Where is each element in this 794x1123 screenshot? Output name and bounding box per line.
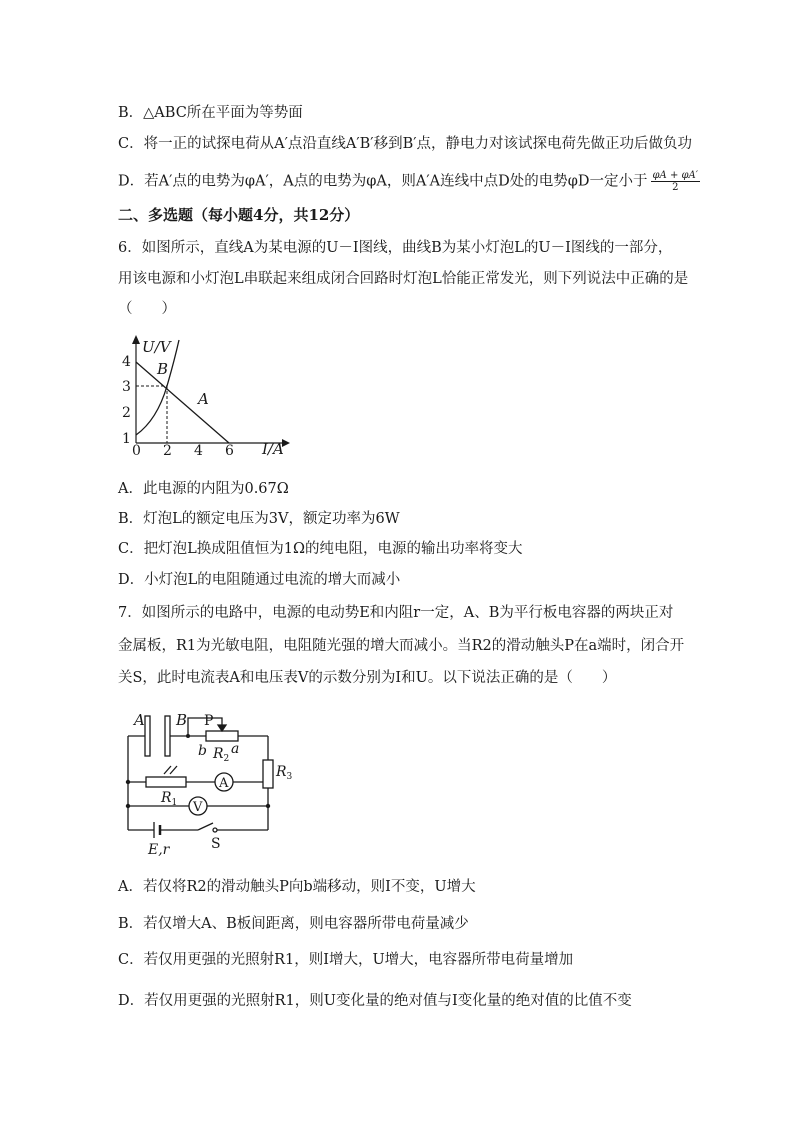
y-tick-4: 4: [122, 354, 131, 370]
x-tick-2: 2: [163, 443, 172, 459]
light-arrow-2: [170, 766, 177, 774]
r3-label: $R_3$: [276, 764, 293, 782]
q7-option-b: B．若仅增大A、B板间距离，则电容器所带电荷量减少: [118, 916, 469, 932]
y-axis-label: U/V: [142, 338, 171, 356]
voltmeter-label: V: [193, 800, 203, 815]
fraction-numerator: φA + φA′: [652, 170, 699, 181]
q5-option-d-text: D．若A′点的电势为φA′，A点的电势为φA，则A′A连线中点D处的电势φD一定小于: [118, 173, 648, 190]
q6-stem-line-2: 用该电源和小灯泡L串联起来组成闭合回路时灯泡L恰能正常发光，则下列说法中正确的是: [118, 271, 689, 287]
q5-option-c: C．将一正的试探电荷从A′点沿直线A′B′移到B′点，静电力对该试探电荷先做正功后做负功: [118, 136, 693, 152]
q7-option-a: A．若仅将R2的滑动触头P向b端移动，则I不变，U增大: [118, 879, 476, 895]
y-axis-arrow: [132, 335, 140, 344]
photoresistor-r1: [146, 777, 186, 787]
source-label: E,r: [148, 842, 170, 858]
r1-label: $R_1$: [161, 790, 178, 808]
line-a-label: A: [198, 390, 209, 408]
light-arrow-1: [164, 766, 171, 774]
q6-stem-line-3: （ ）: [118, 301, 176, 317]
x-tick-4: 4: [194, 443, 203, 459]
r2-label: $R_2$: [213, 746, 230, 764]
section-heading: 二、多选题（每小题4分，共12分）: [118, 206, 360, 224]
plate-a-label: A: [134, 711, 145, 729]
y-tick-3: 3: [122, 379, 131, 395]
q7-stem-line-3: 关S，此时电流表A和电压表V的示数分别为I和U。以下说法正确的是（ ）: [118, 670, 617, 686]
fraction-denominator: 2: [672, 182, 679, 193]
switch-lever: [198, 823, 213, 830]
curve-b-label: B: [157, 360, 169, 378]
plate-b-label: B: [176, 711, 188, 729]
junction-top-slider: [186, 734, 190, 738]
capacitor-plate-a: [145, 716, 150, 756]
x-axis-label: I/A: [262, 440, 284, 458]
switch-contact: [213, 828, 217, 832]
q5-option-d: [118, 170, 700, 193]
switch-label: S: [211, 836, 221, 852]
q6-stem-line-1: 6．如图所示，直线A为某电源的U－I图线，曲线B为某小灯泡L的U－I图线的一部分，: [118, 240, 673, 256]
capacitor-plate-b: [165, 716, 170, 756]
q6-ui-graph: [112, 330, 292, 460]
end-b-label: b: [198, 743, 207, 759]
y-tick-1: 1: [122, 431, 131, 447]
q6-option-c: C．把灯泡L换成阻值恒为1Ω的纯电阻，电源的输出功率将变大: [118, 541, 523, 557]
slider-p-label: P: [204, 713, 214, 729]
rheostat-r2: [206, 731, 238, 741]
ammeter-label: A: [219, 776, 229, 791]
y-tick-2: 2: [122, 405, 131, 421]
q5-option-b: B．△ABC所在平面为等势面: [118, 105, 303, 121]
junction-left-r1: [126, 780, 130, 784]
resistor-r3: [263, 760, 273, 788]
q6-option-b: B．灯泡L的额定电压为3V，额定功率为6W: [118, 511, 400, 527]
q6-option-d: D．小灯泡L的电阻随通过电流的增大而减小: [118, 572, 401, 588]
line-a: [136, 362, 229, 443]
q7-stem-line-2: 金属板，R1为光敏电阻，电阻随光强的增大而减小。当R2的滑动触头P在a端时，闭合开: [118, 638, 685, 654]
q7-option-d: D．若仅用更强的光照射R1，则U变化量的绝对值与I变化量的绝对值的比值不变: [118, 993, 632, 1009]
q7-option-c: C．若仅用更强的光照射R1，则I增大，U增大，电容器所带电荷量增加: [118, 952, 574, 968]
junction-right-v: [266, 804, 270, 808]
end-a-label: a: [231, 741, 240, 757]
q7-circuit-diagram: [118, 708, 293, 858]
q6-option-a: A．此电源的内阻为0.67Ω: [118, 481, 289, 497]
x-tick-6: 6: [225, 443, 234, 459]
q7-stem-line-1: 7．如图所示的电路中，电源的电动势E和内阻r一定，A、B为平行板电容器的两块正对: [118, 605, 674, 621]
potential-fraction: [651, 170, 700, 193]
slider-arrow: [218, 725, 226, 731]
junction-left-v: [126, 804, 130, 808]
x-tick-0: 0: [132, 443, 141, 459]
